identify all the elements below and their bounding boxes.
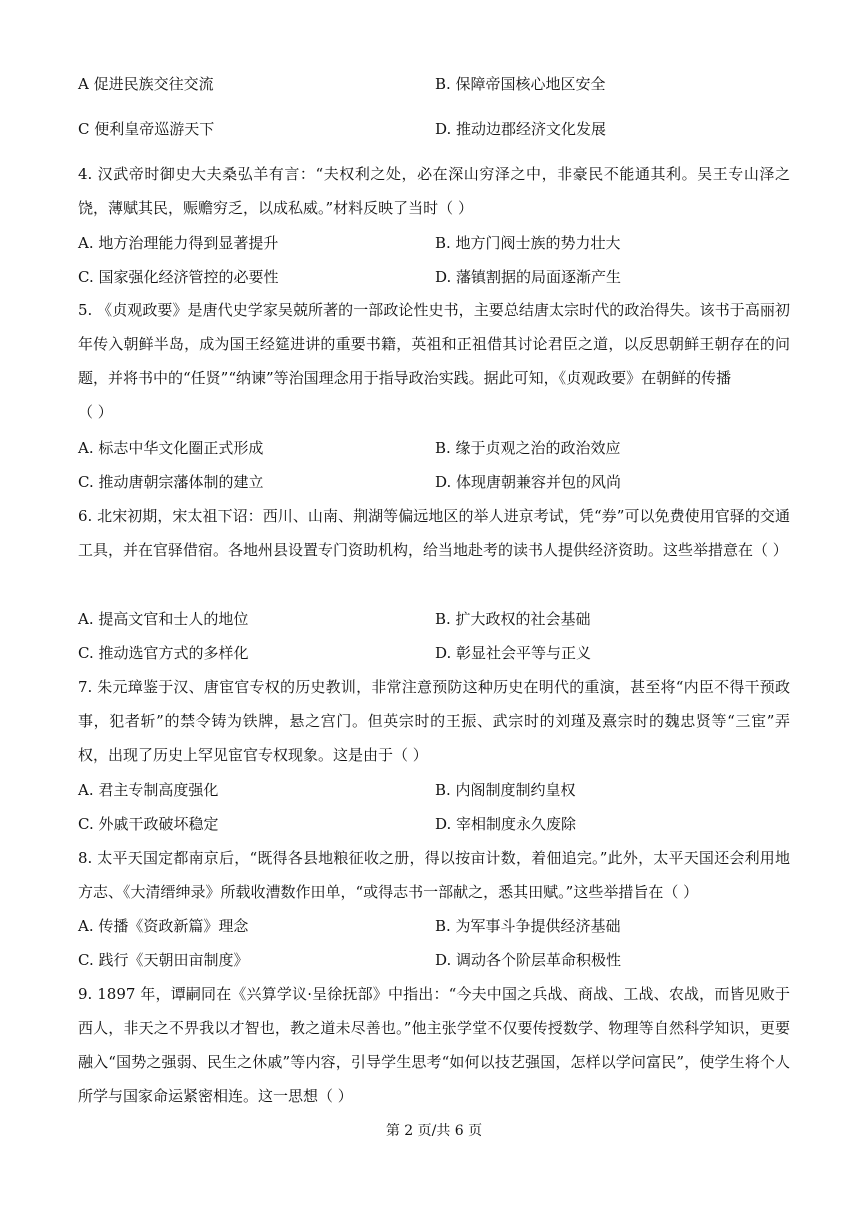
- q6-option-b[interactable]: B. 扩大政权的社会基础: [435, 610, 591, 628]
- q4-option-d[interactable]: D. 藩镇割据的局面逐渐产生: [435, 268, 622, 286]
- q6-option-c[interactable]: C. 推动选官方式的多样化: [78, 644, 249, 662]
- q6-option-d[interactable]: D. 彰显社会平等与正义: [435, 644, 592, 662]
- q4-option-c[interactable]: C. 国家强化经济管控的必要性: [78, 268, 279, 286]
- q7-options-row-1: [78, 779, 794, 801]
- q5-options-row-1: [78, 437, 794, 459]
- q5-option-c[interactable]: C. 推动唐朝宗藩体制的建立: [78, 473, 264, 491]
- q7-option-d[interactable]: D. 宰相制度永久废除: [435, 815, 577, 833]
- q3-options-row-2: [78, 118, 794, 140]
- q4-stem: 4. 汉武帝时御史大夫桑弘羊有言：“夫权利之处，必在深山穷泽之中，非豪民不能通其利。吴王专山泽之饶，薄赋其民，赈赡穷乏，以成私威。”材料反映了当时（ ）: [78, 165, 790, 217]
- page-number-footer: 第 2 页/共 6 页: [385, 1123, 483, 1139]
- q3-option-d[interactable]: D. 推动边郡经济文化发展: [435, 120, 607, 138]
- q5-stem: 5. 《贞观政要》是唐代史学家吴兢所著的一部政论性史书，主要总结唐太宗时代的政治得失。该书于高丽初年传入朝鲜半岛，成为国王经筵进讲的重要书籍，英祖和正祖借其讨论君臣之道，以反思朝鲜王朝存在的问题，并将书中的“任贤”“纳谏”等治国理念用于指导政治实践。据此可知，《贞观政要》在朝鲜的传播: [78, 301, 790, 387]
- q5-option-d[interactable]: D. 体现唐朝兼容并包的风尚: [435, 473, 622, 491]
- q8-options-row-1: [78, 915, 794, 937]
- q8-option-c[interactable]: C. 践行《天朝田亩制度》: [78, 951, 249, 969]
- q4-options-row-2: [78, 266, 794, 288]
- q7-option-a[interactable]: A. 君主专制高度强化: [78, 781, 219, 799]
- q7-option-b[interactable]: B. 内阁制度制约皇权: [435, 781, 576, 799]
- q5-option-a[interactable]: A. 标志中华文化圈正式形成: [78, 439, 264, 457]
- q3-option-c[interactable]: C 便利皇帝巡游天下: [78, 120, 215, 138]
- q7-stem: 7. 朱元璋鉴于汉、唐宦官专权的历史教训，非常注意预防这种历史在明代的重演，甚至将“内臣不得干预政事，犯者斩”的禁令铸为铁牌，悬之宫门。但英宗时的王振、武宗时的刘瑾及熹宗时的魏忠贤等“三宦”弄权，出现了历史上罕见宦官专权现象。这是由于（ ）: [78, 678, 790, 764]
- q3-option-a[interactable]: A 促进民族交往交流: [78, 75, 214, 93]
- q7-options-row-2: [78, 813, 794, 835]
- q3-option-b[interactable]: B. 保障帝国核心地区安全: [435, 75, 606, 93]
- q4-option-a[interactable]: A. 地方治理能力得到显著提升: [78, 234, 279, 252]
- q7-option-c[interactable]: C. 外戚干政破坏稳定: [78, 815, 219, 833]
- q8-options-row-2: [78, 949, 794, 971]
- q8-option-d[interactable]: D. 调动各个阶层革命积极性: [435, 951, 622, 969]
- q5-answer-blank: （ ）: [78, 403, 113, 421]
- q4-options-row-1: [78, 232, 794, 254]
- q6-options-row-2: [78, 642, 794, 664]
- q6-options-row-1: [78, 608, 794, 630]
- q3-options-row-1: [78, 73, 794, 95]
- q5-options-row-2: [78, 471, 794, 493]
- q8-stem: 8. 太平天国定都南京后，“既得各县地粮征收之册，得以按亩计数，着佃追完。”此外，太平天国还会利用地方志、《大清缙绅录》所载收漕数作田单，“或得志书一部献之，悉其田赋。”这些举措旨在（ ）: [78, 849, 790, 901]
- q8-option-b[interactable]: B. 为军事斗争提供经济基础: [435, 917, 621, 935]
- q4-option-b[interactable]: B. 地方门阀士族的势力壮大: [435, 234, 621, 252]
- q8-option-a[interactable]: A. 传播《资政新篇》理念: [78, 917, 249, 935]
- q9-stem: 9. 1897 年，谭嗣同在《兴算学议·呈徐抚部》中指出：“今夫中国之兵战、商战、工战、农战，而皆见败于西人，非天之不畀我以才智也，教之道未尽善也。”他主张学堂不仅要传授数学、物理等自然科学知识，更要融入“国势之强弱、民生之休戚”等内容，引导学生思考“如何以技艺强国，怎样以学问富民”，使学生将个人所学与国家命运紧密相连。这一思想（ ）: [78, 985, 790, 1105]
- q6-option-a[interactable]: A. 提高文官和士人的地位: [78, 610, 249, 628]
- q5-option-b[interactable]: B. 缘于贞观之治的政治效应: [435, 439, 621, 457]
- q6-stem: 6. 北宋初期，宋太祖下诏：西川、山南、荆湖等偏远地区的举人进京考试，凭“券”可以免费使用官驿的交通工具，并在官驿借宿。各地州县设置专门资助机构，给当地赴考的读书人提供经济资助。这些举措意在（ ）: [78, 507, 790, 559]
